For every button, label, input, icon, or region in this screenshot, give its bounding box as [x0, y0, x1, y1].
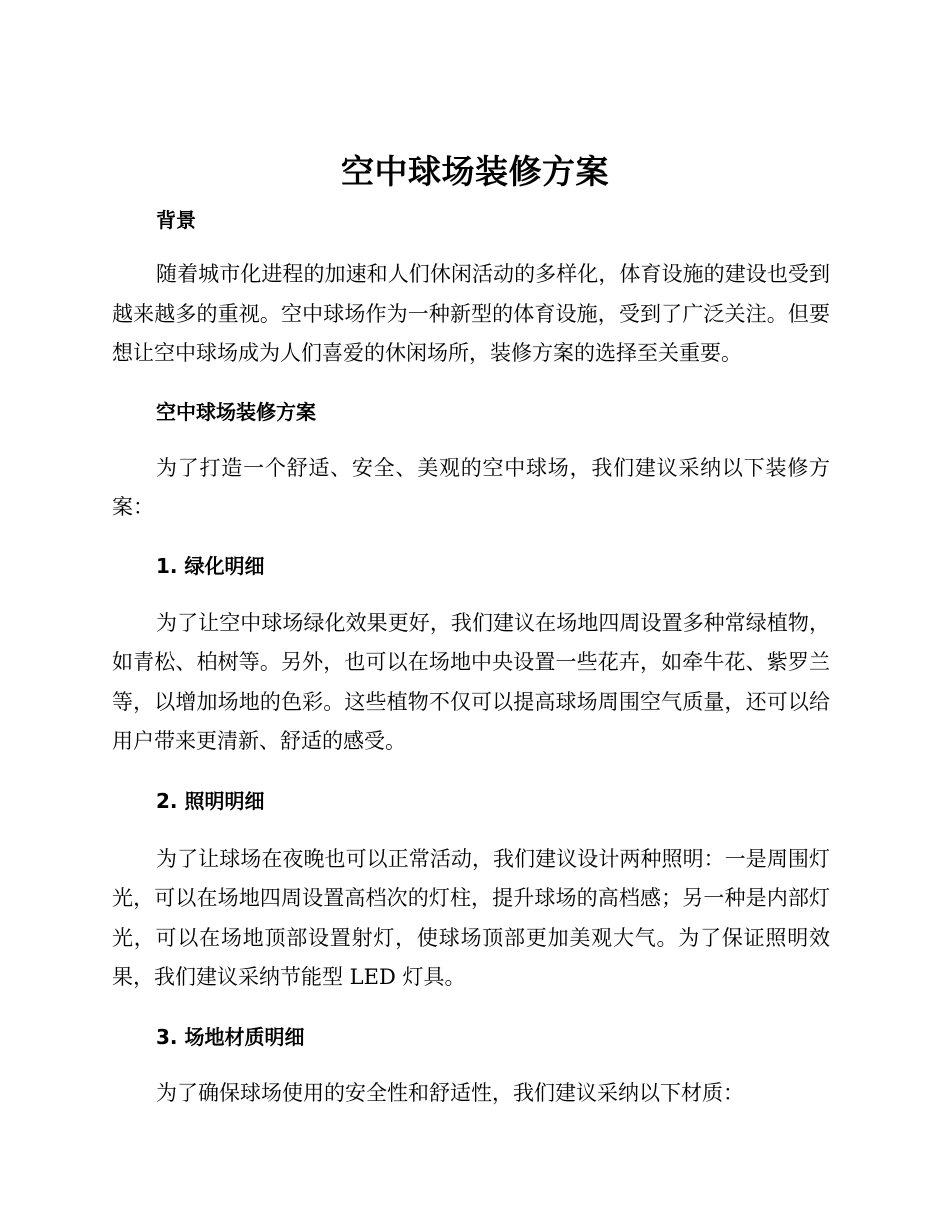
document-body [112, 200, 830, 1113]
section-heading-greening: 1. 绿化明细 [156, 553, 265, 578]
paragraph-lighting: 为了让球场在夜晚也可以正常活动，我们建议设计两种照明：一是周围灯光，可以在场地四周设置高档次的灯柱，提升球场的高档感；另一种是内部灯光，可以在场地顶部设置射灯，使球场顶部更加美观大气。为了保证照明效果，我们建议采纳节能型 LED 灯具。 [112, 846, 830, 989]
section-heading-lighting: 2. 照明明细 [156, 788, 265, 813]
paragraph-plan: 为了打造一个舒适、安全、美观的空中球场，我们建议采纳以下装修方案： [112, 455, 830, 519]
paragraph-background: 随着城市化进程的加速和人们休闲活动的多样化，体育设施的建设也受到越来越多的重视。空中球场作为一种新型的体育设施，受到了广泛关注。但要想让空中球场成为人们喜爱的休闲场所，装修方案的选择至关重要。 [112, 262, 830, 365]
paragraph-material: 为了确保球场使用的安全性和舒适性，我们建议采纳以下材质： [156, 1080, 744, 1105]
document-title: 空中球场装修方案 [341, 152, 609, 191]
paragraph-greening: 为了让空中球场绿化效果更好，我们建议在场地四周设置多种常绿植物，如青松、柏树等。另外，也可以在场地中央设置一些花卉，如牵牛花、紫罗兰等，以增加场地的色彩。这些植物不仅可以提高球场周围空气质量，还可以给用户带来更清新、舒适的感受。 [112, 610, 830, 753]
section-heading-material: 3. 场地材质明细 [156, 1024, 305, 1049]
section-heading-background: 背景 [156, 208, 196, 232]
section-heading-plan: 空中球场装修方案 [156, 399, 316, 424]
